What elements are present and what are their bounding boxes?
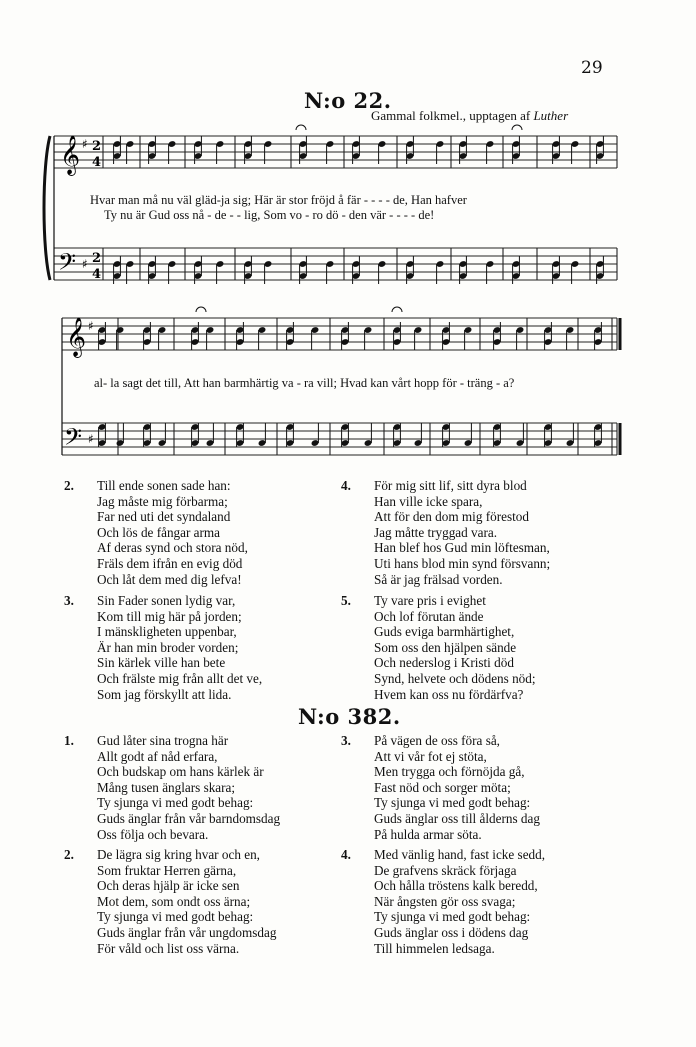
verse-number: 5. <box>341 593 351 608</box>
hymn-22-verse-4 <box>341 478 551 587</box>
verse-line: De lägra sig kring hvar och en, <box>97 847 260 862</box>
verse-line: Sin Fader sonen lydig var, <box>97 593 236 608</box>
verse-line: Fast nöd och sorger möta; <box>374 779 511 795</box>
verse-line: Af deras synd och stora nöd, <box>97 540 248 556</box>
lyrics-system2: al- la sagt det till, Att han barmhärtig va - ra vill; Hvad kan vårt hopp för - träng - a? <box>94 376 515 390</box>
verse-line: Allt godt af nåd erfara, <box>97 748 218 764</box>
verse-line: Guds änglar från vår ungdomsdag <box>97 924 277 940</box>
verse-line: De grafvens skräck förjaga <box>374 862 517 878</box>
verse-line: Är han min broder vorden; <box>97 639 239 655</box>
hymn-382-verse-1 <box>64 733 281 842</box>
verse-line: Jag måtte tryggad vara. <box>374 524 498 540</box>
verse-line: När ångsten gör oss svaga; <box>374 893 516 909</box>
verse-line: Som fruktar Herren gärna, <box>97 862 237 878</box>
sharp-icon: ♯ <box>82 257 88 271</box>
lyrics-system1-verse1: Hvar man må nu väl gläd-ja sig; Här är stor fröjd å fär - - - - de, Han hafver <box>90 193 467 207</box>
verse-line: Och deras hjälp är icke sen <box>97 878 240 894</box>
melody-source-prefix: Gammal folkmel., upptagen af <box>371 108 531 123</box>
brace <box>44 136 50 280</box>
hymn-382-title: N:o 382. <box>298 704 401 729</box>
verse-line: Oss följa och bevara. <box>97 826 209 842</box>
verse-line: Som oss den hjälpen sände <box>374 639 517 655</box>
fermata-icon <box>512 125 522 130</box>
verse-line: Hvem kan oss nu fördärfva? <box>374 686 524 702</box>
verse-number: 2. <box>64 478 74 493</box>
verse-line: Mot dem, som ondt oss ärna; <box>97 893 251 909</box>
treble-clef-icon: 𝄞 <box>60 135 81 175</box>
sharp-icon: ♯ <box>88 432 94 446</box>
verse-line: Och frälste mig från allt det ve, <box>97 670 263 686</box>
verse-line: Ty sjunga vi med godt behag: <box>97 909 254 925</box>
verse-line: Och budskap om hans kärlek är <box>97 764 264 780</box>
verse-line: I mänskligheten uppenbar, <box>97 624 237 640</box>
hymn-22-verse-2 <box>64 478 248 587</box>
verse-line: Guds änglar oss till ålderns dag <box>374 810 540 826</box>
verse-line: Att vi vår fot ej stöta, <box>374 748 487 764</box>
verse-line: Fräls dem ifrån en evig död <box>97 555 243 571</box>
verse-line: Ty sjunga vi med godt behag: <box>374 795 531 811</box>
verse-line: Ty sjunga vi med godt behag: <box>97 795 254 811</box>
sharp-icon: ♯ <box>82 137 88 151</box>
fermata-icon <box>196 307 206 312</box>
verse-line: Guds änglar från vår barndomsdag <box>97 810 281 826</box>
bass-clef-icon: 𝄢 <box>58 248 77 281</box>
verse-line: Till himmelen ledsaga. <box>374 940 495 956</box>
verse-line: Guds eviga barmhärtighet, <box>374 624 515 640</box>
verse-line: Ty sjunga vi med godt behag: <box>374 909 531 925</box>
verse-line: Han blef hos Gud min löftesman, <box>374 540 550 556</box>
bass-clef-icon: 𝄢 <box>64 423 83 456</box>
verse-line: Så är jag frälsad vorden. <box>374 571 503 587</box>
verse-line: Synd, helvete och dödens nöd; <box>374 670 536 686</box>
hymn-382-verse-3 <box>341 733 540 842</box>
verse-number: 3. <box>64 593 74 608</box>
verse-line: Ty vare pris i evighet <box>374 593 486 608</box>
verse-line: Jag måste mig förbarma; <box>97 493 228 509</box>
time-signature-top: 2 <box>92 139 102 154</box>
time-signature-top: 2 <box>92 251 102 266</box>
verse-line: På vägen de oss föra så, <box>374 733 500 748</box>
verse-line: Och lof förutan ände <box>374 608 484 624</box>
fermata-icon <box>392 307 402 312</box>
hymn-22-title: N:o 22. <box>304 88 392 113</box>
hymn-382-verse-4 <box>341 847 546 956</box>
verse-line: För våld och list oss värna. <box>97 940 240 956</box>
verse-line: Att för den dom mig förestod <box>374 509 529 525</box>
hymn-22-verse-3 <box>64 593 263 702</box>
verse-line: Och nederslog i Kristi död <box>374 655 514 671</box>
fermata-icon <box>296 125 306 130</box>
verse-line: Med vänlig hand, fast icke sedd, <box>374 847 546 862</box>
verse-number: 1. <box>64 733 74 748</box>
verse-line: Sin kärlek ville han bete <box>97 655 226 671</box>
verse-line: Och lös de fångar arma <box>97 524 221 540</box>
verse-line: Far ned uti det syndaland <box>97 509 231 525</box>
verse-number: 3. <box>341 733 351 748</box>
verse-line: Han ville icke spara, <box>374 493 483 509</box>
verse-line: Uti hans blod min synd försvann; <box>374 555 551 571</box>
verse-line: Men trygga och förnöjda gå, <box>374 764 525 780</box>
sharp-icon: ♯ <box>88 319 94 333</box>
treble-clef-icon: 𝄞 <box>66 317 87 357</box>
verse-line: Gud låter sina trogna här <box>97 733 229 748</box>
hymn-22-verse-5 <box>341 593 536 702</box>
time-signature-bottom: 4 <box>92 155 102 170</box>
verse-number: 2. <box>64 847 74 862</box>
verse-line: För mig sitt lif, sitt dyra blod <box>374 478 527 493</box>
verse-line: Till ende sonen sade han: <box>97 478 231 493</box>
verse-number: 4. <box>341 847 351 862</box>
verse-line: På hulda armar söta. <box>374 826 482 842</box>
hymn-382-verse-2 <box>64 847 277 956</box>
page-number: 29 <box>581 58 603 78</box>
verse-line: Kom till mig här på jorden; <box>97 608 242 624</box>
verse-number: 4. <box>341 478 351 493</box>
melody-source-author: Luther <box>533 108 569 123</box>
verse-line: Guds änglar oss i dödens dag <box>374 924 529 940</box>
verse-line: Mång tusen änglars skara; <box>97 779 236 795</box>
verse-line: Som jag förskyllt att lida. <box>97 686 232 702</box>
verse-line: Och hålla tröstens kalk beredd, <box>374 878 538 894</box>
lyrics-system1-verse2: Ty nu är Gud oss nå - de - - lig, Som vo - ro dö - den vär - - - - de! <box>104 208 435 222</box>
time-signature-bottom: 4 <box>92 267 102 282</box>
sheet-music <box>0 0 696 480</box>
verse-line: Och låt dem med dig lefva! <box>97 571 242 587</box>
